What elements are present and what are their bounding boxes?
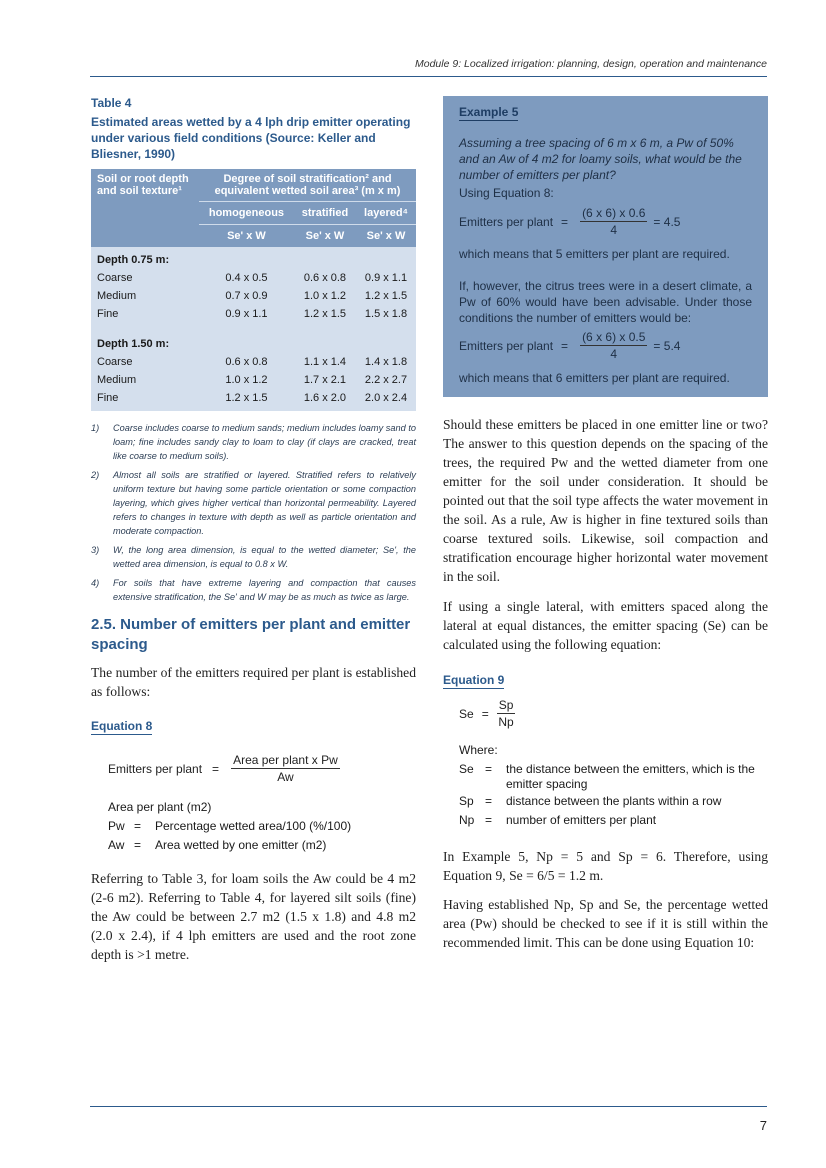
example-calc-1 — [459, 206, 752, 237]
right-column — [443, 96, 768, 952]
footer-rule — [90, 1106, 767, 1107]
table-row — [91, 389, 416, 411]
calc-numerator: (6 x 6) x 0.5 — [582, 330, 646, 344]
section-intro: The number of the emitters required per plant is established as follows: — [91, 665, 416, 699]
definition-row — [459, 811, 768, 830]
calc-equals: = — [561, 214, 569, 229]
footnote — [91, 576, 416, 604]
eq9-numerator: Sp — [498, 698, 514, 712]
eq9-equals: = — [481, 706, 489, 721]
example-calc-2 — [459, 330, 752, 361]
eq8-denominator: Aw — [277, 770, 294, 784]
footnote-number: 4) — [91, 578, 100, 588]
footnote-number: 2) — [91, 470, 100, 480]
calc-lhs: Emitters per plant — [459, 214, 554, 229]
table-row — [91, 305, 416, 323]
def-description: Percentage wetted area/100 (%/100) — [155, 819, 352, 833]
section-title: 2.5. Number of emitters per plant and emitter spacing — [91, 616, 411, 653]
def-description: distance between the plants within a row — [506, 794, 722, 808]
def-description: the distance between the emitters, which is the emitter spacing — [506, 762, 755, 791]
def-description: Area wetted by one emitter (m2) — [155, 838, 327, 852]
left-column — [91, 96, 416, 964]
equation-8 — [108, 753, 416, 784]
example-result-1: which means that 5 emitters per plant are required. — [459, 247, 730, 261]
example-result-2: which means that 6 emitters per plant are required. — [459, 371, 730, 385]
example-using: Using Equation 8: — [459, 186, 554, 200]
right-paragraph-2: If using a single lateral, with emitters spaced along the lateral at equal distances, the emitter spacing (Se) can be calculated using the following equation: — [443, 599, 768, 652]
texture-cell: Medium — [91, 287, 199, 305]
def-symbol: Se — [459, 762, 474, 776]
definition-row — [459, 792, 768, 811]
footnote-number: 1) — [91, 423, 100, 433]
wetted-area-table — [91, 169, 416, 411]
value-cell: 1.4 x 1.8 — [356, 353, 416, 371]
eq9-fraction — [497, 698, 516, 729]
definition-row — [459, 760, 768, 792]
def-equals: = — [485, 813, 493, 827]
footnote-text: Coarse includes coarse to medium sands; medium includes loamy sand to loam; fine includes sandy clay to loam to clay (if clays are cracked, treat like coarse to medium soils). — [113, 423, 416, 461]
equation-9-label: Equation 9 — [443, 673, 505, 687]
right-paragraph-3: In Example 5, Np = 5 and Sp = 6. Therefore, using Equation 9, Se = 6/5 = 1.2 m. — [443, 849, 768, 883]
eq8-lhs: Emitters per plant — [108, 761, 203, 776]
value-cell: 0.6 x 0.8 — [199, 353, 294, 371]
equation-9-definitions — [459, 741, 768, 830]
calc-denominator: 4 — [610, 347, 618, 361]
example-desert-text: If, however, the citrus trees were in a desert climate, a Pw of 60% would have been advisable. Under those conditions the number of emitters would be: — [459, 279, 752, 325]
calc-result: = 4.5 — [653, 214, 681, 229]
subheader-layered: layered⁴ — [356, 202, 416, 225]
def-symbol: Pw — [108, 819, 125, 833]
left-closing-paragraph: Referring to Table 3, for loam soils the Aw could be 4 m2 (2-6 m2). Referring to Table 4, for layered silt soils (fine) the Aw could be between 2.7 m2 (1.5 x 1.8) and 4.8 m2 (2.0 x 2.4), if 4 lph emitters are used and the root zone depth is >1 metre. — [91, 871, 416, 962]
right-paragraph-1: Should these emitters be placed in one emitter line or two? The answer to this question depends on the spacing of the trees, the required Pw and the wetted diameter from one emitter for the soil under consideration. It should be pointed out that the soil type affects the water movement in the soil. As a rule, Aw is higher in fine textured soils than coarse textured soils. Likewise, soil compaction and stratification encourage higher horizontal water movement in the soil. — [443, 417, 768, 584]
footnote — [91, 543, 416, 571]
value-cell: 0.4 x 0.5 — [199, 269, 294, 287]
col-header-soil: Soil or root depth and soil texture¹ — [91, 169, 199, 247]
eq9-denominator: Np — [498, 715, 514, 729]
texture-cell: Fine — [91, 389, 199, 411]
footnote — [91, 468, 416, 538]
footnote-text: Almost all soils are stratified or layered. Stratified refers to relatively uniform texture but having some particle orientation or some compaction layering, which gives higher vertical than horizontal permeability. Layered refers to changes in texture with depth as well as particle orientation and moderate compaction. — [113, 470, 416, 536]
table-caption: Estimated areas wetted by a 4 lph drip emitter operating under various field conditions (Source: Keller and Bliesner, 1990) — [91, 115, 411, 161]
calc-fraction — [580, 330, 647, 361]
definition-row — [108, 817, 416, 836]
def-symbol: Aw — [108, 838, 125, 852]
unit-header: Se' x W — [294, 225, 356, 248]
running-header: Module 9: Localized irrigation: planning, design, operation and maintenance — [415, 58, 767, 70]
eq9-lhs: Se — [459, 706, 474, 721]
subheader-stratified: stratified — [294, 202, 356, 225]
footnote-text: W, the long area dimension, is equal to the wetted diameter; Se', the wetted area dimension, is equal to 0.8 x W. — [113, 545, 416, 569]
eq8-equals: = — [212, 761, 220, 776]
table-row — [91, 353, 416, 371]
table-row — [91, 269, 416, 287]
definition-row — [108, 836, 416, 855]
calc-numerator: (6 x 6) x 0.6 — [582, 206, 646, 220]
equation-8-definitions — [108, 798, 416, 855]
def-symbol: Sp — [459, 794, 474, 808]
value-cell: 0.6 x 0.8 — [294, 269, 356, 287]
value-cell: 0.7 x 0.9 — [199, 287, 294, 305]
section-label: Depth 0.75 m: — [91, 247, 416, 269]
value-cell: 1.0 x 1.2 — [199, 371, 294, 389]
value-cell: 0.9 x 1.1 — [199, 305, 294, 323]
footnote-text: For soils that have extreme layering and compaction that causes extensive stratification, the Se' and W may be as much as twice as large. — [113, 578, 416, 602]
unit-header: Se' x W — [199, 225, 294, 248]
table-row — [91, 371, 416, 389]
page-number: 7 — [759, 1118, 767, 1133]
value-cell: 1.5 x 1.8 — [356, 305, 416, 323]
value-cell: 1.7 x 2.1 — [294, 371, 356, 389]
equation-9 — [459, 698, 768, 729]
table-footnotes — [91, 421, 416, 604]
def-equals: = — [485, 762, 493, 776]
equation-8-label: Equation 8 — [91, 719, 153, 733]
def-equals: = — [485, 794, 493, 808]
eq8-fraction — [231, 753, 340, 784]
calc-denominator: 4 — [610, 223, 618, 237]
value-cell: 1.0 x 1.2 — [294, 287, 356, 305]
value-cell: 1.2 x 1.5 — [199, 389, 294, 411]
eq8-numerator: Area per plant x Pw — [233, 753, 338, 767]
unit-header: Se' x W — [356, 225, 416, 248]
example-5-box — [443, 96, 768, 397]
def-symbol: Np — [459, 813, 475, 827]
value-cell: 1.1 x 1.4 — [294, 353, 356, 371]
section-label: Depth 1.50 m: — [91, 331, 416, 353]
example-title: Example 5 — [459, 105, 519, 119]
footnote — [91, 421, 416, 463]
calc-equals: = — [561, 338, 569, 353]
value-cell: 0.9 x 1.1 — [356, 269, 416, 287]
definition-row — [108, 798, 416, 817]
header-rule — [90, 76, 767, 77]
example-statement: Assuming a tree spacing of 6 m x 6 m, a Pw of 50% and an Aw of 4 m2 for loamy soils, what would be the number of emitters per plant? — [459, 136, 742, 182]
right-paragraph-4: Having established Np, Sp and Se, the percentage wetted area (Pw) should be checked to see if it is still within the recommended limit. This can be done using Equation 10: — [443, 897, 768, 950]
def-description: number of emitters per plant — [506, 813, 657, 827]
subheader-homogeneous: homogeneous — [199, 202, 294, 225]
def-equals: = — [134, 819, 142, 833]
texture-cell: Coarse — [91, 353, 199, 371]
value-cell: 2.2 x 2.7 — [356, 371, 416, 389]
col-header-group: Degree of soil stratification² and equivalent wetted soil area³ (m x m) — [199, 169, 416, 202]
def-symbol: Area per plant (m2) — [108, 800, 212, 814]
calc-result: = 5.4 — [653, 338, 681, 353]
value-cell: 2.0 x 2.4 — [356, 389, 416, 411]
texture-cell: Fine — [91, 305, 199, 323]
where-label: Where: — [459, 743, 498, 757]
table-label: Table 4 — [91, 96, 132, 110]
texture-cell: Medium — [91, 371, 199, 389]
texture-cell: Coarse — [91, 269, 199, 287]
value-cell: 1.2 x 1.5 — [294, 305, 356, 323]
def-equals: = — [134, 838, 142, 852]
value-cell: 1.6 x 2.0 — [294, 389, 356, 411]
footnote-number: 3) — [91, 545, 100, 555]
table-row — [91, 287, 416, 305]
calc-lhs: Emitters per plant — [459, 338, 554, 353]
value-cell: 1.2 x 1.5 — [356, 287, 416, 305]
calc-fraction — [580, 206, 647, 237]
